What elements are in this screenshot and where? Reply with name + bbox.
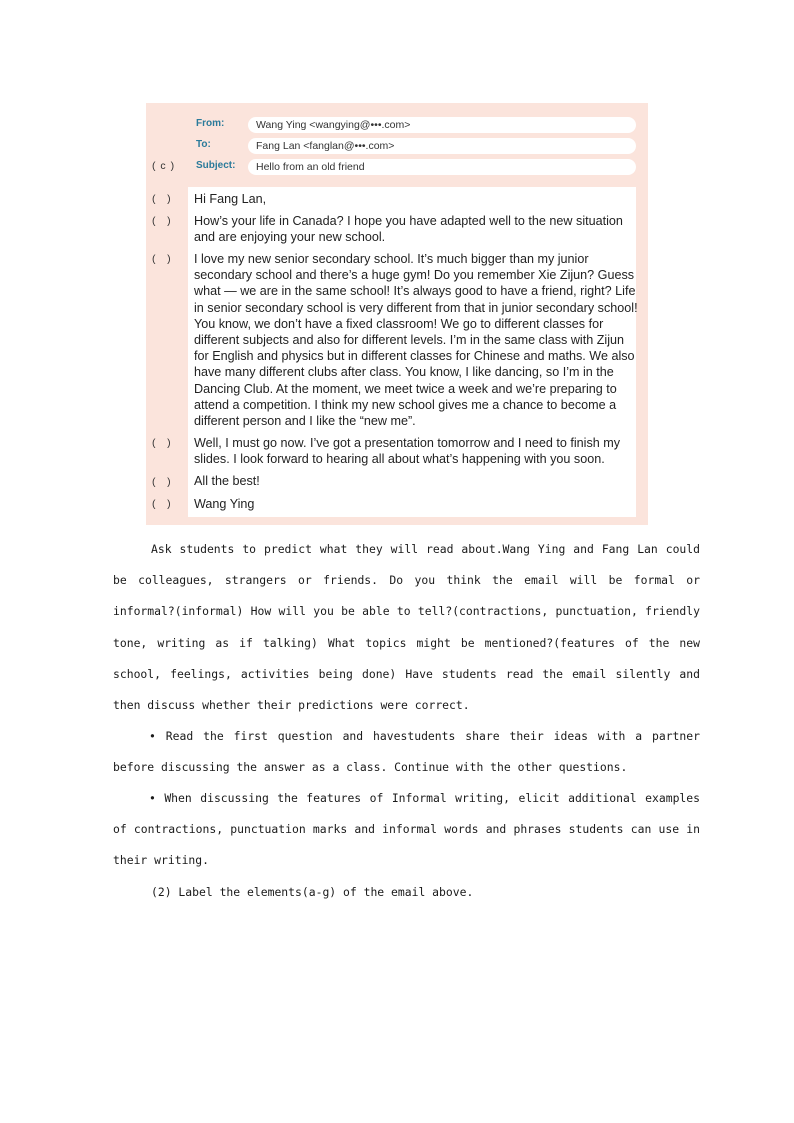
email-greeting: Hi Fang Lan,: [194, 192, 267, 206]
to-row: [146, 138, 648, 156]
bracket-f: ( ): [152, 476, 171, 488]
subject-bracket: ( c ): [152, 160, 176, 172]
subject-field: Hello from an old friend: [248, 159, 636, 175]
email-signature: Wang Ying: [194, 497, 255, 511]
task-text: (2) Label the elements(a-g) of the email above.: [151, 885, 474, 899]
intro-text: Ask students to predict what they will read about.Wang Ying and Fang Lan could be colleagues, strangers or friends. Do you think the email will be formal or informal?(informal) How will you be able to tell?(contractions, punctuation, friendly tone, writing as if talking) What topics might be mentioned?(features of the new school, feelings, activities being done) Have students read the email silently and then discuss whether their predictions were correct.: [113, 542, 700, 713]
bracket-d: ( ): [152, 253, 171, 265]
to-field: Fang Lan <fanglan@•••.com>: [248, 138, 636, 154]
bullet-2-text: • When discussing the features of Informal writing, elicit additional examples of contractions, punctuation marks and informal words and phrases students can use in their writing.: [113, 791, 700, 868]
bullet-item-2: [113, 783, 700, 877]
intro-paragraph: [113, 534, 700, 721]
subject-label: Subject:: [196, 160, 236, 171]
to-label: To:: [196, 139, 211, 150]
email-sign-off: All the best!: [194, 474, 260, 488]
subject-row: [146, 159, 648, 177]
bullet-item-1: [113, 721, 700, 783]
bracket-a: ( ): [152, 193, 171, 205]
bracket-b: ( ): [152, 215, 171, 227]
bullet-1-text: • Read the first question and havestudents share their ideas with a partner before discussing the answer as a class. Continue with the other questions.: [113, 729, 700, 775]
from-label: From:: [196, 118, 225, 129]
email-opening: How’s your life in Canada? I hope you have adapted well to the new situation and are enjoying your new school.: [194, 214, 623, 245]
email-body-paragraph: I love my new senior secondary school. It’s much bigger than my junior secondary school and there’s a huge gym! Do you remember Xie Zijun? Guess what — we are in the same school! It’s always good to have a friend, right? Life in senior secondary school is very different from that in junior secondary school! You know, we don’t have a fixed classroom! We go to different classes for different subjects and also for different levels. I’m in the same class with Zijun for English and physics but in different classes for Chinese and maths. We also have many different clubs after class. You know, I like dancing, so I’m in the Dancing Club. At the moment, we meet twice a week and we’re preparing to attend a competition. I think my new school gives me a chance to become a different person and I like the “new me”.: [194, 252, 638, 429]
task-line: [113, 877, 700, 908]
bracket-e: ( ): [152, 437, 171, 449]
email-closing-paragraph: Well, I must go now. I’ve got a presentation tomorrow and I need to finish my slides. I look forward to hearing all about what’s happening with you soon.: [194, 436, 621, 467]
email-figure: [146, 103, 648, 525]
bracket-g: ( ): [152, 498, 171, 510]
from-field: Wang Ying <wangying@•••.com>: [248, 117, 636, 133]
from-row: [146, 117, 648, 135]
